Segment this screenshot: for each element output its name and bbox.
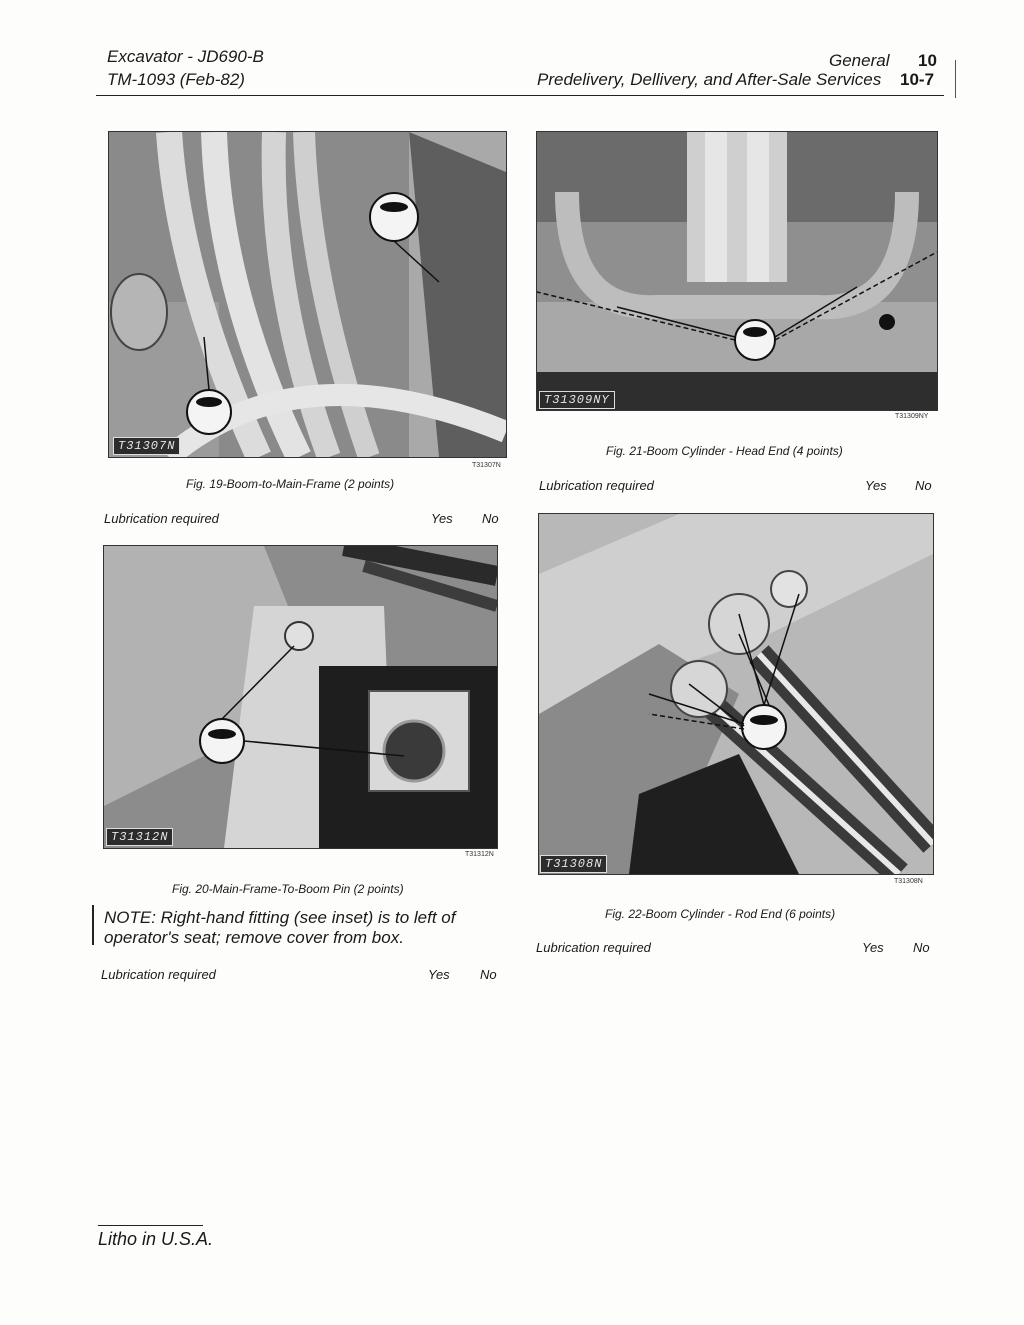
figure-20-caption: Fig. 20-Main-Frame-To-Boom Pin (2 points) <box>172 882 404 896</box>
figure-21-no-option: No <box>915 478 932 493</box>
figure-21-stamp: T31309NY <box>539 391 615 409</box>
figure-20-code: T31312N <box>465 851 494 858</box>
figure-22-caption: Fig. 22-Boom Cylinder - Rod End (6 points) <box>605 907 836 921</box>
figure-19-stamp: T31307N <box>113 437 180 455</box>
figure-19-lubrication-label: Lubrication required <box>104 511 219 526</box>
figure-20-illustration <box>104 546 497 848</box>
figure-19-photo <box>108 131 507 458</box>
figure-19-illustration <box>109 132 506 457</box>
figure-20-photo <box>103 545 498 849</box>
figure-21-lubrication-label: Lubrication required <box>539 478 654 493</box>
figure-19-code: T31307N <box>472 462 501 469</box>
figure-22-lubrication-label: Lubrication required <box>536 940 651 955</box>
figure-20-no-option: No <box>480 967 497 982</box>
figure-22-illustration <box>539 514 933 874</box>
header-section: General <box>829 51 890 70</box>
figure-21-photo <box>536 131 938 411</box>
figure-22-code: T31308N <box>894 878 923 885</box>
figure-20-stamp: T31312N <box>106 828 173 846</box>
figure-22-stamp: T31308N <box>540 855 607 873</box>
figure-22-yes-option: Yes <box>862 940 884 955</box>
figure-19-yes-option: Yes <box>431 511 453 526</box>
header-rule <box>96 95 944 96</box>
figure-21-yes-option: Yes <box>865 478 887 493</box>
header-page-number: 10-7 <box>900 70 935 89</box>
figure-19-no-option: No <box>482 511 499 526</box>
figure-21-caption: Fig. 21-Boom Cylinder - Head End (4 points) <box>606 444 843 458</box>
figure-19-caption: Fig. 19-Boom-to-Main-Frame (2 points) <box>186 477 395 491</box>
figure-22-photo <box>538 513 934 875</box>
header-section-number: 10 <box>918 51 937 70</box>
footer-litho: Litho in U.S.A. <box>98 1229 214 1249</box>
figure-20-lubrication-label: Lubrication required <box>101 967 216 982</box>
header-manual: TM-1093 (Feb-82) <box>107 70 245 89</box>
figure-21-illustration <box>537 132 937 410</box>
note-change-bar <box>92 905 94 945</box>
header-model: Excavator - JD690-B <box>107 47 264 66</box>
figure-20-note: NOTE: Right-hand fitting (see inset) is to left of operator's seat; remove cover from box. <box>104 908 456 947</box>
figure-22-no-option: No <box>913 940 930 955</box>
footer-rule <box>98 1225 203 1226</box>
figure-20-yes-option: Yes <box>428 967 450 982</box>
margin-mark <box>955 60 956 98</box>
figure-21-code: T31309NY <box>895 413 929 420</box>
header-subsection: Predelivery, Dellivery, and After-Sale Services <box>537 70 882 89</box>
